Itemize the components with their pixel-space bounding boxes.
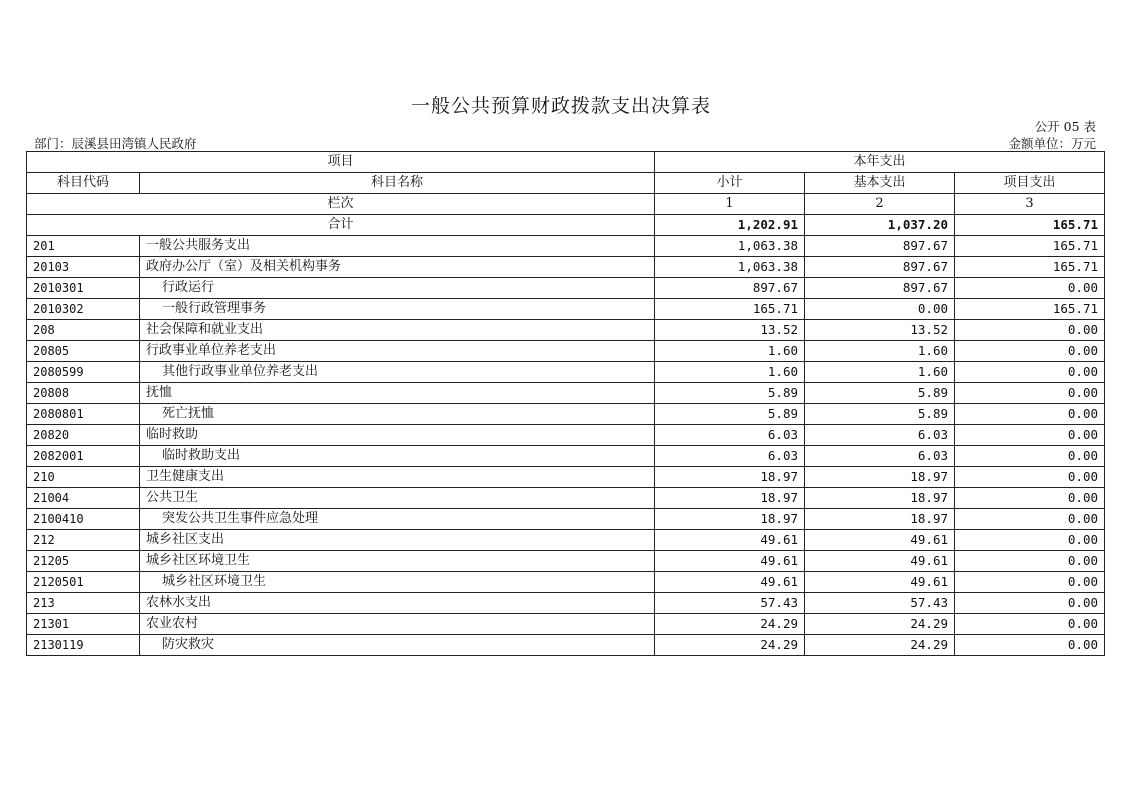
row-subtotal: 18.97 <box>655 467 805 488</box>
row-code: 2130119 <box>27 635 140 656</box>
row-basic: 49.61 <box>805 551 955 572</box>
header-row-1 <box>27 152 1105 173</box>
row-name: 其他行政事业单位养老支出 <box>140 362 655 383</box>
column-index-3: 3 <box>955 194 1105 215</box>
table-row <box>27 299 1105 320</box>
row-project: 0.00 <box>955 593 1105 614</box>
row-basic: 897.67 <box>805 236 955 257</box>
column-index-1: 1 <box>655 194 805 215</box>
row-project: 0.00 <box>955 383 1105 404</box>
table-row <box>27 593 1105 614</box>
header-project: 项目支出 <box>955 173 1105 194</box>
row-code: 20820 <box>27 425 140 446</box>
header-name: 科目名称 <box>140 173 655 194</box>
row-code: 2080599 <box>27 362 140 383</box>
row-project: 0.00 <box>955 446 1105 467</box>
header-row-2 <box>27 173 1105 194</box>
row-basic: 897.67 <box>805 257 955 278</box>
row-code: 2120501 <box>27 572 140 593</box>
row-basic: 24.29 <box>805 635 955 656</box>
row-code: 20808 <box>27 383 140 404</box>
row-basic: 57.43 <box>805 593 955 614</box>
row-name: 城乡社区支出 <box>140 530 655 551</box>
row-subtotal: 49.61 <box>655 551 805 572</box>
row-subtotal: 897.67 <box>655 278 805 299</box>
total-row <box>27 215 1105 236</box>
total-subtotal: 1,202.91 <box>655 215 805 236</box>
table-row <box>27 467 1105 488</box>
row-subtotal: 49.61 <box>655 530 805 551</box>
row-code: 21205 <box>27 551 140 572</box>
table-row <box>27 257 1105 278</box>
header-current-year: 本年支出 <box>655 152 1105 173</box>
row-name: 行政运行 <box>140 278 655 299</box>
row-code: 2010301 <box>27 278 140 299</box>
row-code: 2010302 <box>27 299 140 320</box>
row-project: 0.00 <box>955 425 1105 446</box>
column-index-label: 栏次 <box>27 194 655 215</box>
row-code: 2082001 <box>27 446 140 467</box>
row-basic: 49.61 <box>805 530 955 551</box>
total-basic: 1,037.20 <box>805 215 955 236</box>
row-subtotal: 18.97 <box>655 509 805 530</box>
row-project: 0.00 <box>955 362 1105 383</box>
header-basic: 基本支出 <box>805 173 955 194</box>
row-subtotal: 24.29 <box>655 614 805 635</box>
row-project: 0.00 <box>955 635 1105 656</box>
unit-label: 金额单位：万元 <box>1008 136 1096 151</box>
column-index-2: 2 <box>805 194 955 215</box>
row-code: 21301 <box>27 614 140 635</box>
table-row <box>27 572 1105 593</box>
row-name: 死亡抚恤 <box>140 404 655 425</box>
table-row <box>27 530 1105 551</box>
row-project: 165.71 <box>955 236 1105 257</box>
row-name: 公共卫生 <box>140 488 655 509</box>
row-basic: 6.03 <box>805 425 955 446</box>
row-name: 城乡社区环境卫生 <box>140 551 655 572</box>
row-code: 208 <box>27 320 140 341</box>
table-row <box>27 425 1105 446</box>
total-project: 165.71 <box>955 215 1105 236</box>
row-project: 0.00 <box>955 278 1105 299</box>
row-subtotal: 1,063.38 <box>655 236 805 257</box>
table-row <box>27 341 1105 362</box>
row-subtotal: 13.52 <box>655 320 805 341</box>
row-subtotal: 1,063.38 <box>655 257 805 278</box>
table-row <box>27 488 1105 509</box>
row-basic: 13.52 <box>805 320 955 341</box>
document-title: 一般公共预算财政拨款支出决算表 <box>410 95 711 117</box>
row-basic: 5.89 <box>805 383 955 404</box>
row-code: 20805 <box>27 341 140 362</box>
department-label: 部门：辰溪县田湾镇人民政府 <box>34 136 197 151</box>
table-row <box>27 362 1105 383</box>
row-project: 0.00 <box>955 614 1105 635</box>
table-row <box>27 278 1105 299</box>
row-code: 20103 <box>27 257 140 278</box>
row-project: 0.00 <box>955 551 1105 572</box>
row-code: 21004 <box>27 488 140 509</box>
row-code: 2080801 <box>27 404 140 425</box>
header-subtotal: 小计 <box>655 173 805 194</box>
row-project: 0.00 <box>955 467 1105 488</box>
row-subtotal: 165.71 <box>655 299 805 320</box>
header-item: 项目 <box>27 152 655 173</box>
table-row <box>27 383 1105 404</box>
table-row <box>27 509 1105 530</box>
row-subtotal: 5.89 <box>655 383 805 404</box>
row-basic: 18.97 <box>805 509 955 530</box>
header-code: 科目代码 <box>27 173 140 194</box>
row-basic: 6.03 <box>805 446 955 467</box>
row-code: 212 <box>27 530 140 551</box>
row-name: 卫生健康支出 <box>140 467 655 488</box>
table-row <box>27 446 1105 467</box>
expenditure-table <box>26 151 1105 656</box>
column-index-row <box>27 194 1105 215</box>
row-code: 213 <box>27 593 140 614</box>
row-name: 社会保障和就业支出 <box>140 320 655 341</box>
row-subtotal: 57.43 <box>655 593 805 614</box>
row-subtotal: 5.89 <box>655 404 805 425</box>
row-project: 165.71 <box>955 257 1105 278</box>
row-project: 0.00 <box>955 488 1105 509</box>
row-name: 一般公共服务支出 <box>140 236 655 257</box>
row-name: 防灾救灾 <box>140 635 655 656</box>
row-basic: 1.60 <box>805 362 955 383</box>
row-project: 0.00 <box>955 341 1105 362</box>
row-basic: 1.60 <box>805 341 955 362</box>
row-project: 0.00 <box>955 509 1105 530</box>
total-label: 合计 <box>27 215 655 236</box>
table-row <box>27 404 1105 425</box>
row-subtotal: 1.60 <box>655 341 805 362</box>
row-subtotal: 18.97 <box>655 488 805 509</box>
table-row <box>27 614 1105 635</box>
row-name: 抚恤 <box>140 383 655 404</box>
row-name: 城乡社区环境卫生 <box>140 572 655 593</box>
row-name: 农业农村 <box>140 614 655 635</box>
row-subtotal: 1.60 <box>655 362 805 383</box>
row-project: 0.00 <box>955 572 1105 593</box>
row-project: 0.00 <box>955 404 1105 425</box>
row-name: 农林水支出 <box>140 593 655 614</box>
row-code: 2100410 <box>27 509 140 530</box>
row-basic: 18.97 <box>805 488 955 509</box>
row-basic: 5.89 <box>805 404 955 425</box>
table-row <box>27 320 1105 341</box>
row-name: 行政事业单位养老支出 <box>140 341 655 362</box>
row-project: 0.00 <box>955 530 1105 551</box>
table-row <box>27 635 1105 656</box>
row-name: 临时救助 <box>140 425 655 446</box>
row-subtotal: 49.61 <box>655 572 805 593</box>
table-row <box>27 551 1105 572</box>
row-code: 201 <box>27 236 140 257</box>
row-name: 一般行政管理事务 <box>140 299 655 320</box>
row-name: 政府办公厅（室）及相关机构事务 <box>140 257 655 278</box>
table-row <box>27 236 1105 257</box>
row-name: 突发公共卫生事件应急处理 <box>140 509 655 530</box>
row-basic: 24.29 <box>805 614 955 635</box>
row-basic: 897.67 <box>805 278 955 299</box>
row-basic: 49.61 <box>805 572 955 593</box>
row-basic: 0.00 <box>805 299 955 320</box>
row-basic: 18.97 <box>805 467 955 488</box>
row-subtotal: 6.03 <box>655 446 805 467</box>
row-project: 165.71 <box>955 299 1105 320</box>
form-number: 公开 05 表 <box>1034 119 1096 134</box>
row-project: 0.00 <box>955 320 1105 341</box>
row-subtotal: 6.03 <box>655 425 805 446</box>
row-subtotal: 24.29 <box>655 635 805 656</box>
row-name: 临时救助支出 <box>140 446 655 467</box>
row-code: 210 <box>27 467 140 488</box>
